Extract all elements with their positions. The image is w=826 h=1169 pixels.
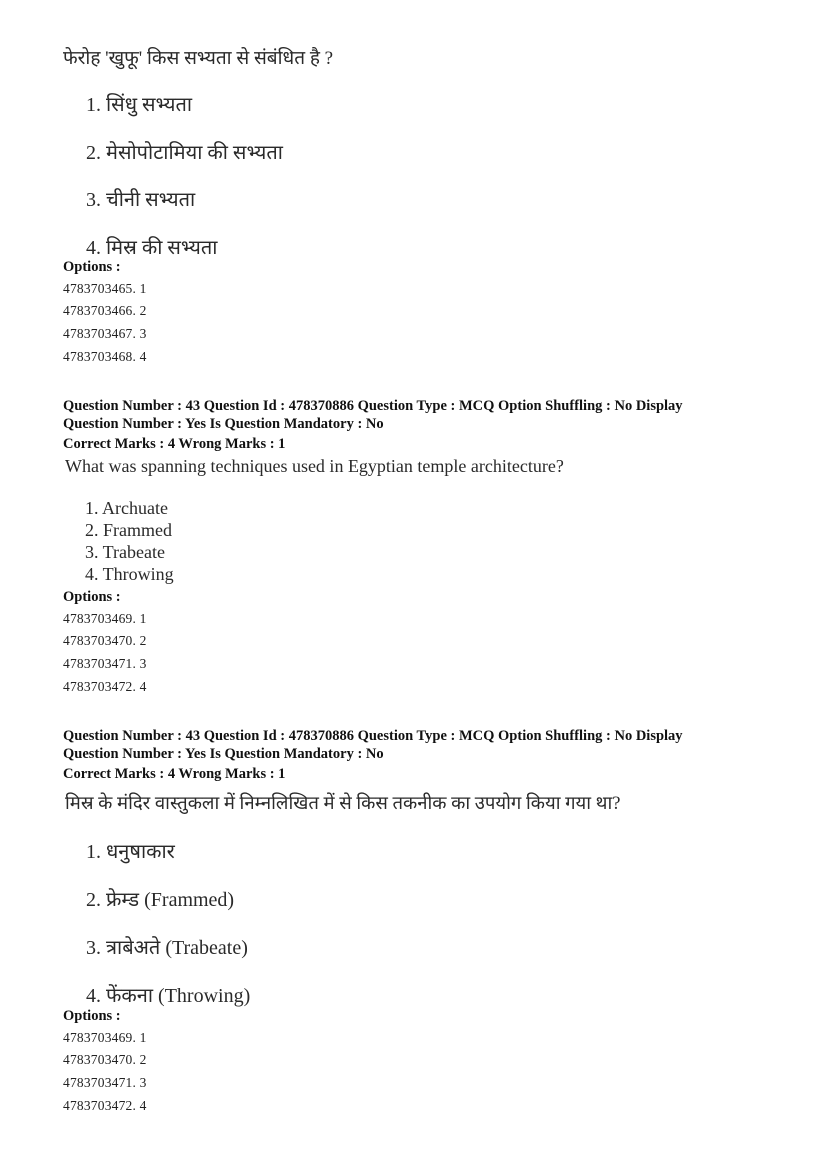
option-id: 4783703468. 4 — [63, 349, 147, 364]
option-id: 4783703472. 4 — [63, 679, 147, 694]
option-id: 4783703465. 1 — [63, 281, 147, 296]
answer-choice: 2. Frammed — [85, 520, 172, 540]
question-text: फेरोह 'खुफू' किस सभ्यता से संबंधित है ? — [63, 48, 334, 69]
question-header: Question Number : 43 Question Id : 478370886 Question Type : MCQ Option Shuffling : No Display — [63, 728, 683, 744]
answer-choice: 1. Archuate — [85, 498, 168, 518]
option-id: 4783703469. 1 — [63, 1030, 147, 1045]
answer-choice: 2. मेसोपोटामिया की सभ्यता — [86, 142, 283, 164]
answer-choice: 1. धनुषाकार — [86, 841, 175, 863]
answer-choice: 4. फेंकना (Throwing) — [86, 985, 251, 1007]
answer-choice: 3. त्राबेअते (Trabeate) — [86, 937, 248, 959]
answer-choice: 4. Throwing — [85, 564, 174, 584]
question-header: Question Number : Yes Is Question Mandatory : No — [63, 416, 384, 432]
answer-choice: 1. सिंधु सभ्यता — [86, 94, 193, 116]
option-id: 4783703471. 3 — [63, 656, 147, 671]
option-id: 4783703470. 2 — [63, 633, 147, 648]
option-id: 4783703470. 2 — [63, 1052, 147, 1067]
question-text: What was spanning techniques used in Egyptian temple architecture? — [65, 456, 564, 476]
marks-line: Correct Marks : 4 Wrong Marks : 1 — [63, 436, 286, 452]
options-label: Options : — [63, 589, 121, 605]
options-label: Options : — [63, 1008, 121, 1024]
question-text: मिस्र के मंदिर वास्तुकला में निम्नलिखित में से किस तकनीक का उपयोग किया गया था? — [65, 794, 621, 814]
question-header: Question Number : Yes Is Question Mandatory : No — [63, 746, 384, 762]
option-id: 4783703467. 3 — [63, 326, 147, 341]
options-label: Options : — [63, 259, 121, 275]
option-id: 4783703471. 3 — [63, 1075, 147, 1090]
answer-choice: 2. फ्रेम्ड (Frammed) — [86, 889, 235, 911]
option-id: 4783703469. 1 — [63, 611, 147, 626]
option-id: 4783703466. 2 — [63, 303, 147, 318]
marks-line: Correct Marks : 4 Wrong Marks : 1 — [63, 766, 286, 782]
answer-choice: 3. Trabeate — [85, 542, 165, 562]
answer-choice: 3. चीनी सभ्यता — [86, 189, 196, 211]
answer-choice: 4. मिस्र की सभ्यता — [86, 237, 218, 259]
question-header: Question Number : 43 Question Id : 478370886 Question Type : MCQ Option Shuffling : No Display — [63, 398, 683, 414]
option-id: 4783703472. 4 — [63, 1098, 147, 1113]
